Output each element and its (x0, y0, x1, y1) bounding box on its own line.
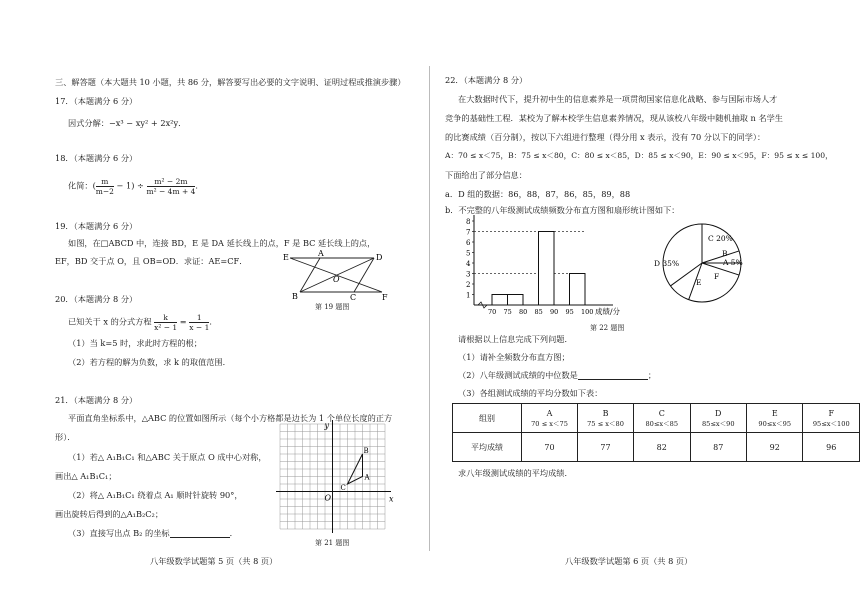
q21-line2: 形）． (55, 432, 76, 442)
hist-x-tick-label: 85 (534, 308, 543, 316)
q22-ask: 请根据以上信息完成下列问题． (458, 334, 573, 344)
q19-line2: EF，BD 交于点 O，且 OB=OD．求证：AE=CF． (55, 256, 248, 266)
pie-slice-label: A 5% (723, 258, 743, 267)
q19-label-a: A (318, 250, 324, 258)
q21-answer-blank[interactable] (170, 529, 230, 538)
q21-part3: （3）直接写出点 B₂ 的坐标 ． (68, 528, 238, 538)
table-row-label: 平均成绩 (453, 433, 522, 462)
q17-title: 17．（本题满分 6 分） (55, 96, 138, 106)
hist-y-tick-label: 1 (466, 291, 471, 300)
q22-average-table (452, 403, 860, 462)
q22-caption: 第 22 题图 (590, 324, 625, 332)
hist-x-tick-label: 80 (519, 308, 528, 316)
q22-final: 求八年级测试成绩的平均成绩． (458, 468, 573, 478)
q22-part3: （3）各组测试成绩的平均分数如下表： (458, 388, 603, 398)
pie-slice-label: E (696, 278, 702, 287)
hist-bar (508, 295, 524, 306)
table-value-cell: 77 (578, 433, 634, 462)
q19-label-b: B (292, 292, 298, 301)
q19-label-d: D (376, 253, 383, 262)
q21-part1b: 画出△ A₁B₁C₁； (55, 471, 117, 481)
table-group-cell: E 90≤x＜95 (747, 404, 803, 433)
q21-part2a: （2）将△ A₁B₁C₁ 绕着点 A₁ 顺时针旋转 90°， (68, 490, 243, 500)
q19-label-e: E (283, 253, 289, 262)
hist-y-tick-label: 4 (466, 260, 471, 268)
hist-x-tick-label: 100 (581, 308, 594, 316)
hist-x-tick-label: 95 (565, 308, 574, 316)
table-group-cell: A 70 ≤ x＜75 (522, 404, 578, 433)
hist-y-tick-label: 6 (466, 239, 471, 247)
q19-label-f: F (382, 293, 388, 302)
table-value-cell: 92 (747, 433, 803, 462)
q20-part2: （2）若方程的解为负数，求 k 的取值范围． (68, 357, 231, 367)
hist-y-tick-label: 8 (466, 218, 471, 226)
q21-part1a: （1）若△ A₁B₁C₁ 和△ABC 关于原点 O 成中心对称， (68, 452, 267, 462)
q22-p5: 下面给出了部分信息： (445, 170, 527, 180)
column-divider (429, 66, 430, 551)
q19-label-c: C (350, 293, 357, 302)
hist-bar (492, 295, 508, 306)
hist-y-tick-label: 3 (466, 270, 471, 279)
q20-title: 20．（本题满分 8 分） (55, 294, 138, 304)
q20-part1: （1）当 k=5 时，求此时方程的根； (68, 338, 202, 348)
table-group-cell: F 95≤x＜100 (803, 404, 860, 433)
section-header: 三、解答题（本大题共 10 小题，共 86 分，解答要写出必要的文字说明、证明过程或推演步骤） (55, 77, 406, 87)
footer-right: 八年级数学试题第 6 页（共 8 页） (565, 556, 693, 566)
table-group-cell: C 80≤x＜85 (634, 404, 690, 433)
table-value-cell: 70 (522, 433, 578, 462)
q18-title: 18．（本题满分 6 分） (55, 153, 138, 163)
table-group-cell: D 85≤x＜90 (690, 404, 746, 433)
q18-expression: 化简：( $\frac{m}{m-2}$ − 1) ÷ $\frac{\text{m² − 2m}}{\text{m² − 4m + 4}}$ ． (68, 177, 204, 196)
q21-title: 21．（本题满分 8 分） (55, 395, 138, 405)
q21-part2b: 画出旋转后得到的△A₁B₂C₂； (55, 509, 164, 519)
table-value-cell: 82 (634, 433, 690, 462)
hist-y-tick-label: 2 (466, 281, 471, 289)
q22-p1: 在大数据时代下，提升初中生的信息素养是一项贯彻国家信息化战略、参与国际市场人才 (458, 94, 778, 104)
q21-grid-figure (270, 418, 410, 536)
q19-caption: 第 19 题图 (315, 303, 350, 311)
q22-title: 22．（本题满分 8 分） (445, 75, 528, 85)
q21-caption: 第 21 题图 (315, 539, 350, 547)
point-a-label: A (364, 473, 370, 482)
pie-slice-label: C 20% (708, 234, 733, 243)
q22-p2: 竞争的基础性工程．某校为了解本校学生信息素养情况，现从该校八年级中随机抽取 n 名学生 (445, 113, 783, 123)
origin-label: O (324, 493, 332, 503)
pie-slice-label: F (714, 272, 720, 281)
pie-slice-label: B (722, 249, 728, 258)
q22-a-line: a．D 组的数据：86，88，87，86，85，89，88 (445, 189, 631, 199)
q22-histogram (452, 215, 662, 320)
hist-x-tick-label: 70 (488, 308, 497, 316)
q22-median-blank[interactable] (578, 371, 648, 380)
hist-y-tick-label: 7 (466, 228, 471, 237)
footer-left: 八年级数学试题第 5 页（共 8 页） (150, 556, 278, 566)
q19-line1: 如图，在□ABCD 中，连接 BD，E 是 DA 延长线上的点，F 是 BC 延长线上的点， (68, 238, 376, 248)
q22-b-line: b．不完整的八年级测试成绩频数分布直方图和扇形统计图如下： (445, 205, 680, 215)
table-value-cell: 87 (690, 433, 746, 462)
hist-x-label: 成绩/分 (595, 307, 621, 316)
q19-label-o: O (333, 275, 340, 284)
x-axis-label: x (389, 494, 394, 504)
table-group-cell: B 75 ≤ x＜80 (578, 404, 634, 433)
table-row (453, 404, 860, 433)
y-axis-label: y (324, 421, 330, 430)
table-header-cell: 组别 (453, 404, 522, 433)
q22-part2: （2）八年级测试成绩的中位数是 ； (458, 370, 657, 380)
point-c-label: C (340, 484, 346, 492)
q22-p4: A：70 ≤ x＜75，B：75 ≤ x＜80，C：80 ≤ x＜85，D：85 ≤ x＜90，E：90 ≤ x＜95，F：95 ≤ x ≤ 100， (445, 151, 833, 160)
hist-bar (539, 232, 555, 306)
q21-line1: 平面直角坐标系中，△ABC 的位置如图所示（每个小方格都是边长为 1 个单位长度的正方 (68, 413, 393, 423)
hist-x-tick-label: 90 (550, 308, 559, 316)
table-row (453, 433, 860, 462)
q22-pie-chart (652, 218, 774, 308)
hist-x-tick-label: 75 (503, 308, 512, 316)
table-value-cell: 96 (803, 433, 860, 462)
hist-y-tick-label: 5 (466, 249, 471, 258)
q22-p3: 的比赛成绩（百分制），按以下六组进行整理（得分用 x 表示，没有 70 分以下的同学）： (445, 132, 766, 142)
point-b-label: B (363, 447, 369, 455)
q19-title: 19．（本题满分 6 分） (55, 221, 138, 231)
pie-slice-label: D 35% (654, 259, 680, 268)
q22-part1: （1）请补全频数分布直方图； (458, 352, 570, 362)
hist-bar (570, 274, 586, 306)
q17-text: 因式分解：−x³ − xy² + 2x²y． (68, 118, 187, 128)
q20-equation: 已知关于 x 的分式方程 $\frac{k}{\text{x² − 1}}$ = $\frac{1}{x - 1}$ ． (68, 313, 218, 332)
